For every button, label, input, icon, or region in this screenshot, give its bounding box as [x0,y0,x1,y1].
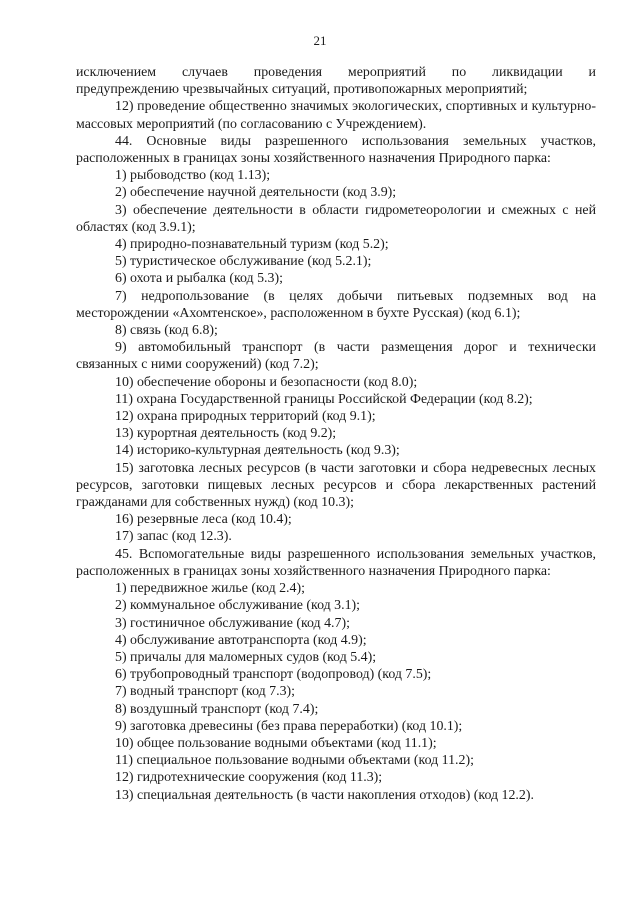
paragraph: 3) обеспечение деятельности в области гидрометеорологии и смежных с ней областях (код 3.9.1); [76,202,596,235]
paragraph: 17) запас (код 12.3). [115,529,232,545]
paragraph: 44. Основные виды разрешенного использования земельных участков, расположенных в границах зоны хозяйственного назначения Природного парка: [76,133,596,167]
paragraph: 5) причалы для маломерных судов (код 5.4); [115,649,377,665]
paragraph: 2) коммунальное обслуживание (код 3.1); [115,598,361,614]
paragraph: 6) трубопроводный транспорт (водопровод) (код 7.5); [115,667,432,683]
paragraph: 12) гидротехнические сооружения (код 11.3); [115,770,383,786]
paragraph: исключением случаев проведения мероприятий по ликвидации и [76,65,596,80]
document-body [76,64,596,804]
paragraph: 8) воздушный транспорт (код 7.4); [115,701,319,717]
paragraph: 13) специальная деятельность (в части накопления отходов) (код 12.2). [115,787,534,803]
paragraph: 1) рыбоводство (код 1.13); [115,168,271,184]
paragraph: 1) передвижное жилье (код 2.4); [115,581,305,597]
paragraph: 10) общее пользование водными объектами (код 11.1); [115,735,437,751]
paragraph: 15) заготовка лесных ресурсов (в части заготовки и сбора недревесных лесных ресурсов, заготовки пищевых лесных ресурсов и сбора лекарственных растений гражданами для собственных нужд) (код 10.3); [76,460,596,511]
paragraph: предупреждению чрезвычайных ситуаций, противопожарных мероприятий; [76,82,528,98]
paragraph: 2) обеспечение научной деятельности (код 3.9); [115,185,397,201]
paragraph: 3) гостиничное обслуживание (код 4.7); [115,615,350,631]
paragraph: 12) проведение общественно значимых экологических, спортивных и культурно-массовых мероприятий (по согласованию с Учреждением). [76,99,596,132]
paragraph: 12) охрана природных территорий (код 9.1); [115,409,376,425]
paragraph: 10) обеспечение обороны и безопасности (код 8.0); [115,374,418,390]
paragraph: 4) природно-познавательный туризм (код 5.2); [115,237,389,253]
paragraph: 7) водный транспорт (код 7.3); [115,684,296,700]
paragraph: 6) охота и рыбалка (код 5.3); [115,271,283,287]
paragraph: 8) связь (код 6.8); [115,323,218,339]
paragraph: 4) обслуживание автотранспорта (код 4.9); [115,632,367,648]
paragraph: 11) специальное пользование водными объектами (код 11.2); [115,753,474,769]
paragraph: 11) охрана Государственной границы Российской Федерации (код 8.2); [115,391,533,407]
paragraph: 14) историко-культурная деятельность (код 9.3); [115,443,400,459]
paragraph: 5) туристическое обслуживание (код 5.2.1); [115,254,372,270]
paragraph: 9) автомобильный транспорт (в части размещения дорог и технически связанных с ними сооружений) (код 7.2); [76,340,596,373]
paragraph: 16) резервные леса (код 10.4); [115,512,292,528]
paragraph: 45. Вспомогательные виды разрешенного использования земельных участков, расположенных в границах зоны хозяйственного назначения Природного парка: [76,546,596,579]
paragraph: 7) недропользование (в целях добычи питьевых подземных вод на месторождении «Ахомтенское», расположенном в бухте Русская) (код 6.1); [76,288,596,321]
page-number: 21 [313,33,327,48]
paragraph: 13) курортная деятельность (код 9.2); [115,426,337,442]
paragraph: 9) заготовка древесины (без права переработки) (код 10.1); [115,718,463,734]
